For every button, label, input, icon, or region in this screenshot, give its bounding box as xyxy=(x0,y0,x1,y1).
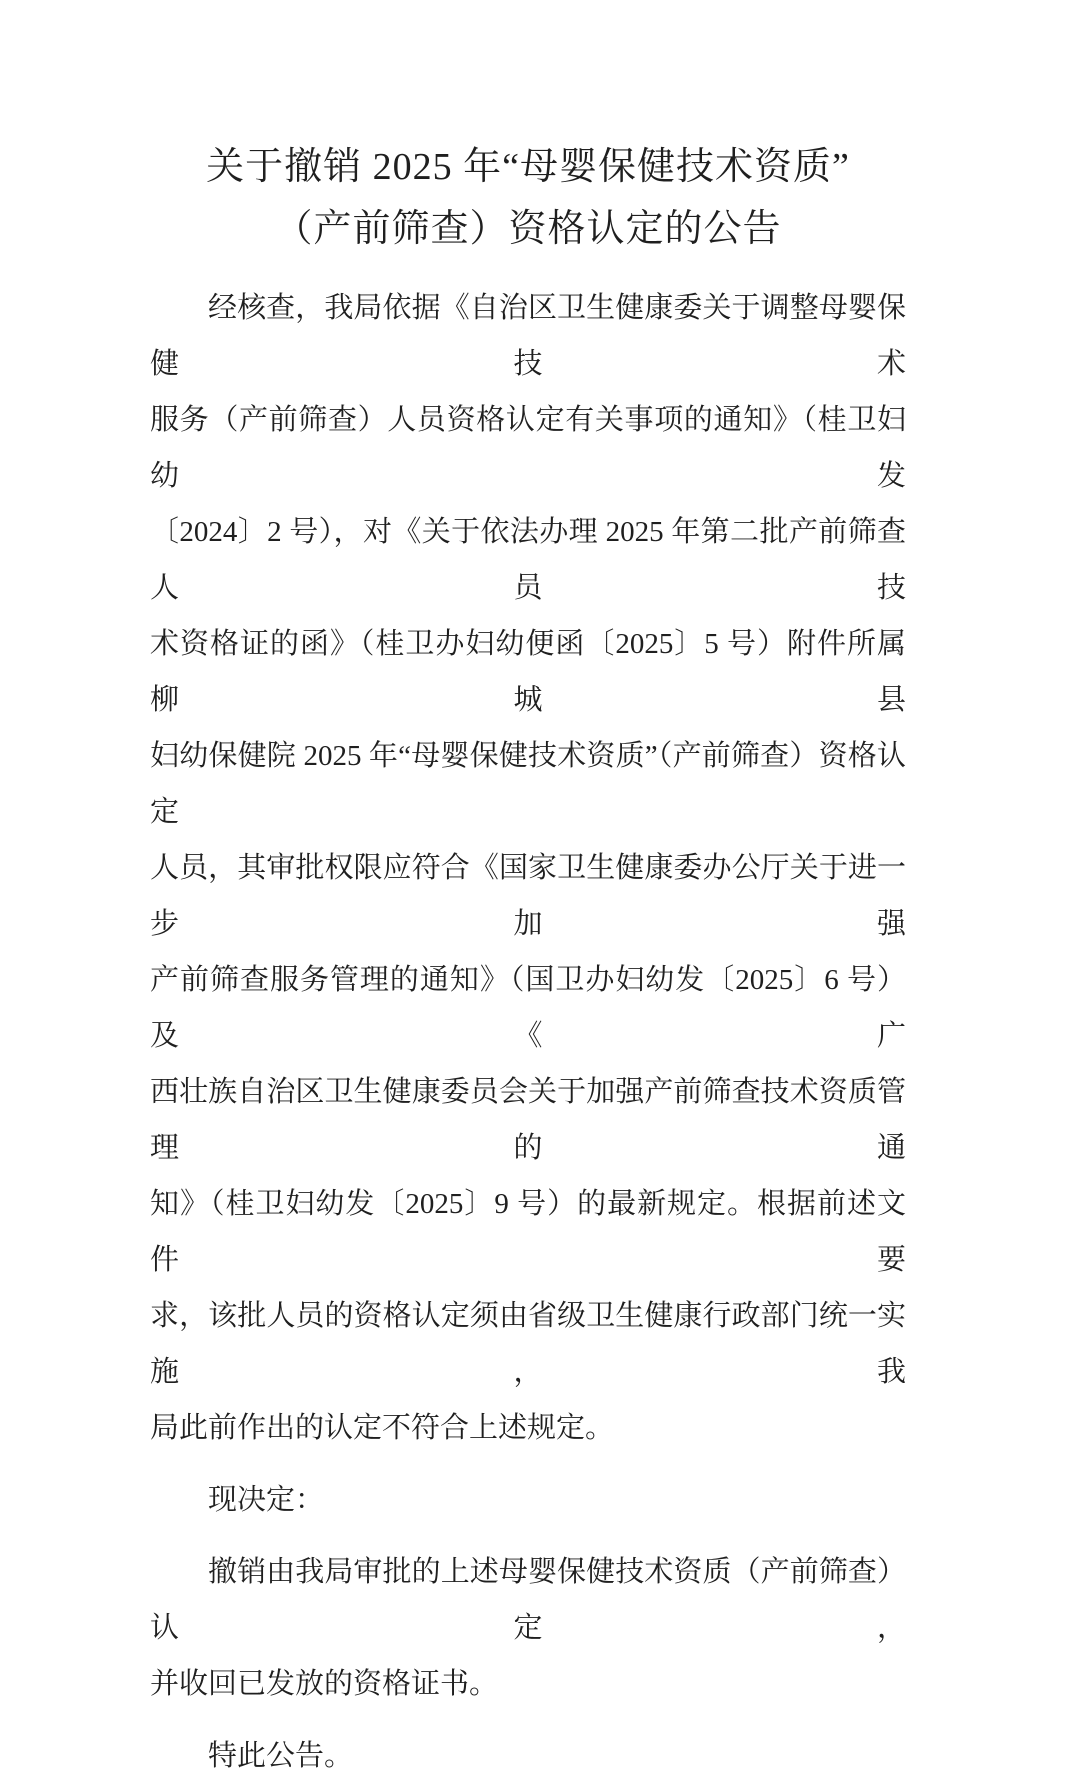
body-line: 人员，其审批权限应符合《国家卫生健康委办公厅关于进一步加强 xyxy=(150,852,906,940)
title-line-2: （产前筛查）资格认定的公告 xyxy=(274,208,782,250)
body-line: 服务（产前筛查）人员资格认定有关事项的通知》（桂卫妇幼发 xyxy=(150,404,906,492)
body-line: 术资格证的函》（桂卫办妇幼便函〔2025〕5 号）附件所属柳城县 xyxy=(150,628,906,716)
paragraph-closing xyxy=(150,1728,906,1784)
body-line: 局此前作出的认定不符合上述规定。 xyxy=(150,1412,615,1444)
body-line: 知》（桂卫妇幼发〔2025〕9 号）的最新规定。根据前述文件要 xyxy=(150,1188,906,1276)
body-line: 撤销由我局审批的上述母婴保健技术资质（产前筛查）认定， xyxy=(150,1556,906,1644)
paragraph-decision-lead xyxy=(150,1472,906,1528)
body-line: 妇幼保健院 2025 年“母婴保健技术资质”（产前筛查）资格认定 xyxy=(150,740,906,828)
body-line: 现决定： xyxy=(208,1484,325,1516)
body-line: 求，该批人员的资格认定须由省级卫生健康行政部门统一实施，我 xyxy=(150,1300,906,1388)
body-line: 经核查，我局依据《自治区卫生健康委关于调整母婴保健技术 xyxy=(150,292,906,380)
body-line: 并收回已发放的资格证书。 xyxy=(150,1668,499,1700)
document-content xyxy=(150,0,906,1784)
paragraph-decision xyxy=(150,1544,906,1712)
body-line: 西壮族自治区卫生健康委员会关于加强产前筛查技术资质管理的通 xyxy=(150,1076,906,1164)
title-line-1: 关于撤销 2025 年“母婴保健技术资质” xyxy=(206,146,850,188)
paragraph-basis xyxy=(150,280,906,1456)
body-line: 〔2024〕2 号），对《关于依法办理 2025 年第二批产前筛查人员技 xyxy=(150,516,906,604)
document-title xyxy=(150,136,906,260)
body-line: 特此公告。 xyxy=(208,1740,354,1772)
body-line: 产前筛查服务管理的通知》（国卫办妇幼发〔2025〕6 号）及《广 xyxy=(150,964,906,1052)
document-body xyxy=(150,280,906,1784)
